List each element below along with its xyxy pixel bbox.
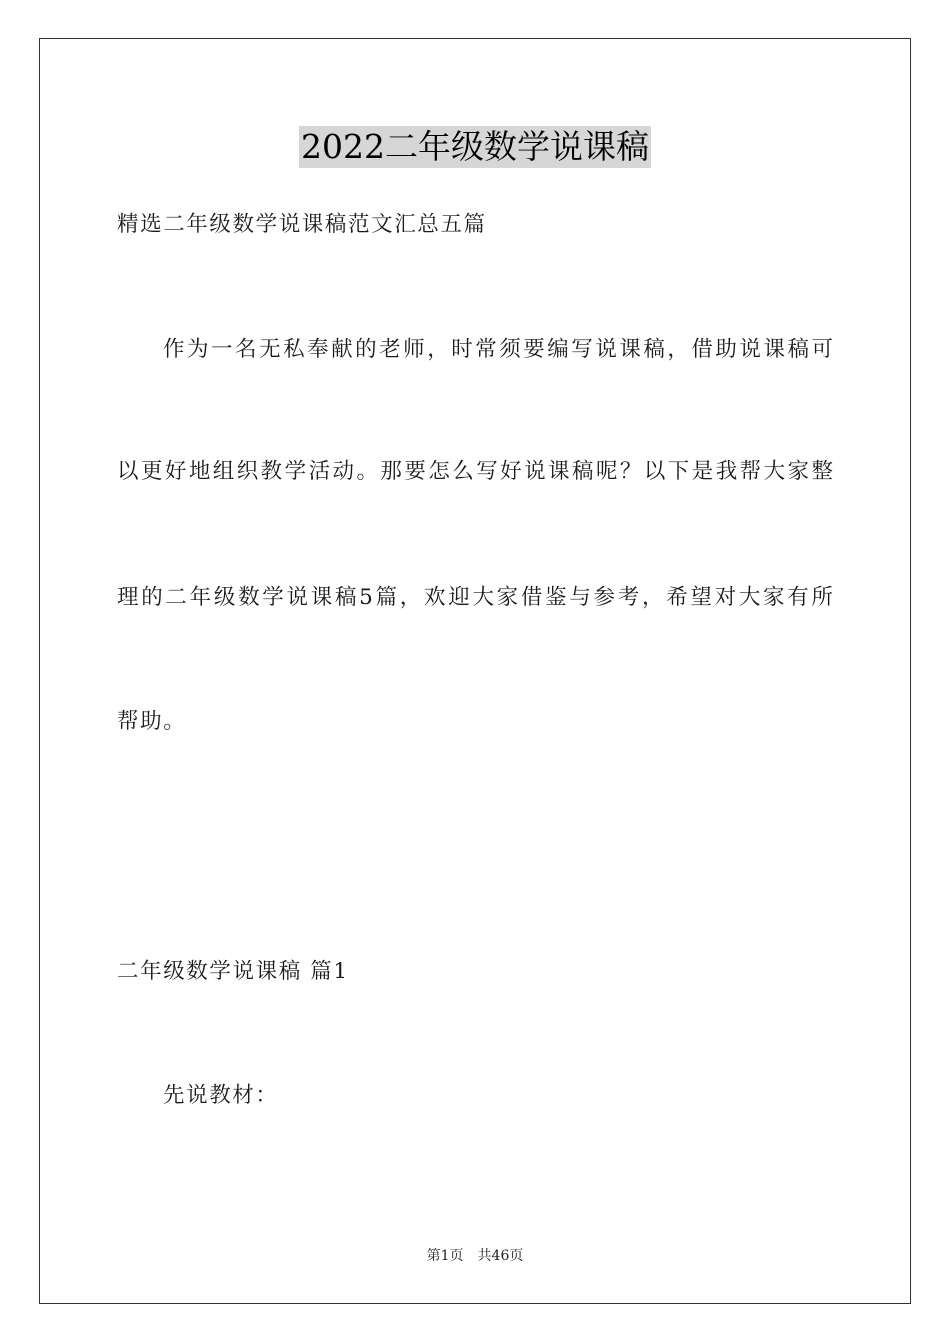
section-heading: 二年级数学说课稿 篇1 — [117, 959, 349, 984]
document-title: 2022二年级数学说课稿 — [301, 127, 649, 166]
intro-line-2: 以更好地组织教学活动。那要怎么写好说课稿呢？以下是我帮大家整 — [117, 459, 833, 484]
page-footer — [0, 1247, 950, 1265]
page-number-label: 第1页 共46页 — [426, 1248, 524, 1264]
intro-line-3: 理的二年级数学说课稿5篇，欢迎大家借鉴与参考，希望对大家有所 — [117, 585, 833, 610]
document-subtitle: 精选二年级数学说课稿范文汇总五篇 — [117, 212, 487, 237]
title-container — [0, 126, 950, 168]
intro-line-1: 作为一名无私奉献的老师，时常须要编写说课稿，借助说课稿可 — [163, 337, 833, 362]
section-first-line: 先说教材： — [163, 1083, 279, 1108]
intro-line-4: 帮助。 — [117, 709, 187, 734]
